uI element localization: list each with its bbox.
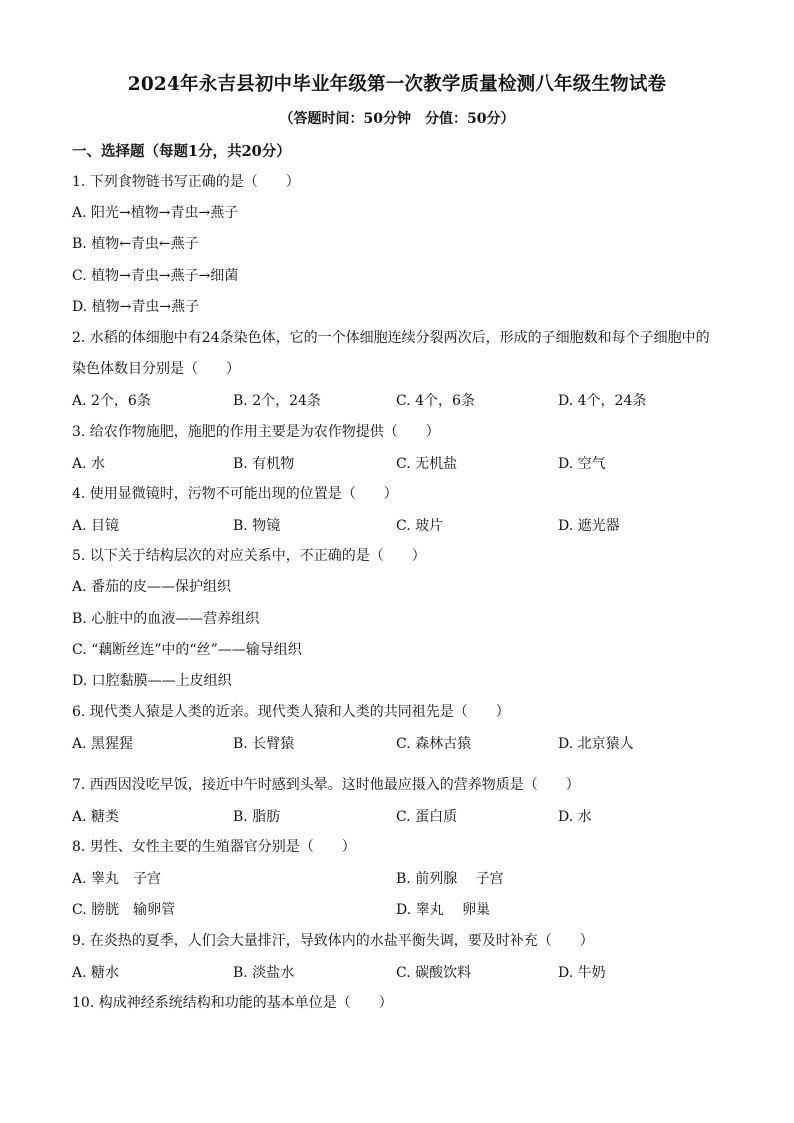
question-4-option-d: D. 遮光器: [558, 518, 620, 535]
question-8-options-row2: [72, 899, 732, 930]
question-3-option-b: B. 有机物: [233, 455, 295, 472]
question-8-option-c: C. 膀胱 输卵管: [72, 902, 176, 919]
question-1-option-a: A. 阳光→植物→青虫→燕子: [72, 205, 239, 222]
question-1-option-d: D. 植物→青虫→燕子: [72, 298, 200, 315]
exam-title: 2024年永吉县初中毕业年级第一次教学质量检测八年级生物试卷: [127, 74, 667, 95]
question-8-option-a: A. 睾丸 子宫: [72, 871, 162, 888]
question-4-option-a: A. 目镜: [72, 518, 120, 535]
question-1-stem: 1. 下列食物链书写正确的是（ ）: [72, 174, 300, 190]
section-heading: 一、选择题（每题1分，共20分）: [72, 143, 291, 160]
question-1-option-b: B. 植物←青虫←燕子: [72, 236, 199, 253]
question-5-option-b: B. 心脏中的血液——营养组织: [72, 610, 260, 627]
question-8-options-row1: [72, 868, 732, 899]
question-7-options: [72, 806, 732, 837]
question-4-option-c: C. 玻片: [396, 518, 444, 535]
question-2-option-d: D. 4个，24条: [558, 393, 647, 410]
question-3-options: [72, 453, 732, 484]
question-2-stem: 2. 水稻的体细胞中有24条染色体，它的一个体细胞连续分裂两次后，形成的子细胞数和每个子细胞中的: [72, 329, 710, 346]
question-list: [72, 172, 732, 1024]
question-9-option-d: D. 牛奶: [558, 964, 606, 981]
question-6-option-b: B. 长臂猿: [233, 736, 295, 753]
question-9-options: [72, 962, 732, 993]
question-4-options: [72, 515, 732, 546]
question-3-option-d: D. 空气: [558, 455, 606, 472]
question-7-option-a: A. 糖类: [72, 808, 120, 825]
question-6-option-d: D. 北京猿人: [558, 736, 634, 753]
question-10-stem: 10. 构成神经系统结构和功能的基本单位是（ ）: [72, 994, 393, 1011]
question-9-option-c: C. 碳酸饮料: [396, 964, 472, 981]
question-7-stem: 7. 西西因没吃早饭，接近中午时感到头晕。这时他最应摄入的营养物质是（ ）: [72, 776, 580, 793]
question-7-option-b: B. 脂肪: [233, 808, 281, 825]
question-7-option-d: D. 水: [558, 808, 592, 825]
question-3-stem: 3. 给农作物施肥，施肥的作用主要是为农作物提供（ ）: [72, 423, 440, 440]
question-2-option-b: B. 2个，24条: [233, 393, 321, 410]
question-1-option-c: C. 植物→青虫→燕子→细菌: [72, 267, 239, 284]
question-5-option-c: C. “藕断丝连”中的“丝”——输导组织: [72, 641, 302, 658]
question-9-stem: 9. 在炎热的夏季，人们会大量排汗，导致体内的水盐平衡失调，要及时补充（ ）: [72, 932, 594, 949]
question-5-option-d: D. 口腔黏膜——上皮组织: [72, 673, 232, 689]
question-9-option-b: B. 淡盐水: [233, 964, 295, 981]
question-6-option-c: C. 森林古猿: [396, 736, 472, 753]
question-5-stem: 5. 以下关于结构层次的对应关系中，不正确的是（ ）: [72, 548, 426, 565]
spacer: [72, 765, 732, 775]
question-6-stem: 6. 现代类人猿是人类的近亲。现代类人猿和人类的共同祖先是（ ）: [72, 704, 510, 721]
question-4-stem: 4. 使用显微镜时，污物不可能出现的位置是（ ）: [72, 485, 398, 502]
question-3-option-c: C. 无机盐: [396, 455, 458, 472]
question-7-option-c: C. 蛋白质: [396, 808, 458, 825]
question-9-option-a: A. 糖水: [72, 964, 120, 981]
question-6-options: [72, 733, 732, 764]
question-2-stem-cont: 染色体数目分别是（ ）: [72, 361, 240, 378]
question-2-option-a: A. 2个，6条: [72, 393, 151, 410]
question-4-option-b: B. 物镜: [233, 518, 281, 535]
question-8-option-d: D. 睾丸 卵巢: [396, 902, 491, 919]
question-2-option-c: C. 4个，6条: [396, 393, 475, 410]
question-8-option-b: B. 前列腺 子宫: [396, 871, 504, 888]
exam-subtitle: （答题时间：50分钟 分值：50分）: [279, 111, 515, 127]
question-3-option-a: A. 水: [72, 455, 106, 472]
question-2-options: [72, 390, 732, 421]
question-5-option-a: A. 番茄的皮——保护组织: [72, 579, 232, 596]
question-6-option-a: A. 黑猩猩: [72, 736, 134, 753]
question-8-stem: 8. 男性、女性主要的生殖器官分别是（ ）: [72, 838, 356, 855]
